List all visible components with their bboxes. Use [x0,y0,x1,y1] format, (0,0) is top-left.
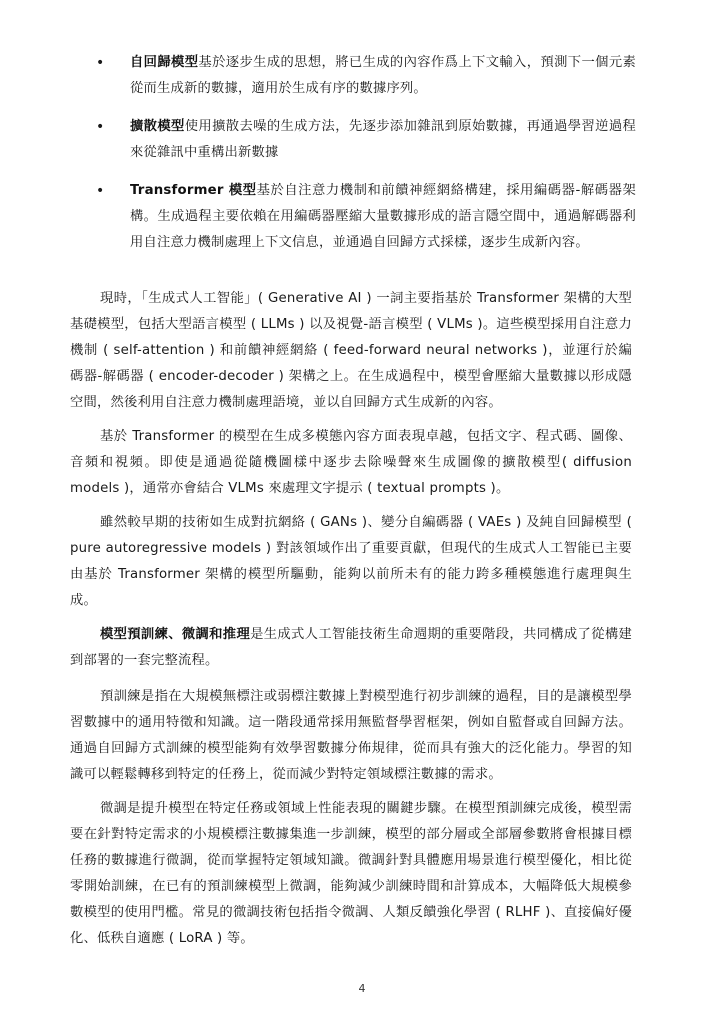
bullet-dot-icon: • [96,119,105,135]
paragraph-pretraining: 預訓練是指在大規模無標注或弱標注數據上對模型進行初步訓練的過程，目的是讓模型學習數據中的通用特徵和知識。這一階段通常採用無監督學習框架，例如自監督或自回歸方法。通過自回歸方式訓練的模型能夠有效學習數據分佈規律，從而具有強大的泛化能力。學習的知識可以輕鬆轉移到特定的任務上，從而減少對特定領域標注數據的需求。 [70,689,632,782]
bullet-text: 基於自注意力機制和前饋神經網絡構建，採用編碼器-解碼器架構。生成過程主要依賴在用編碼器壓縮大量數據形成的語言隱空間中，通過解碼器利用自注意力機制處理上下文信息，並通過自回歸方式採樣，逐步生成新內容。 [130,183,637,250]
lifecycle-term: 模型預訓練、微調和推理 [100,627,251,642]
lifecycle-text: 是生成式人工智能技術生命週期的重要階段，共同構成了從構建到部署的一套完整流程。 [70,627,632,668]
bullet-dot-icon: • [96,55,105,71]
page-number: 4 [358,982,366,995]
bullet-dot-icon: • [96,183,105,199]
bullet-term: 擴散模型 [130,119,185,134]
paragraph-finetuning: 微調是提升模型在特定任務或領域上性能表現的關鍵步驟。在模型預訓練完成後，模型需要在針對特定需求的小規模標注數據集進一步訓練，模型的部分層或全部層參數將會根據目標任務的數據進行微調，從而掌握特定領域知識。微調針對具體應用場景進行模型優化，相比從零開始訓練，在已有的預訓練模型上微調，能夠減少訓練時間和計算成本，大幅降低大規模參數模型的使用門檻。常見的微調技術包括指令微調、人類反饋強化學習 ( RLHF )、直接偏好優化、低秩自適應 ( LoRA ) 等。 [70,801,632,946]
bullet-term: 自回歸模型 [130,55,199,70]
paragraph-earlier-techniques: 雖然較早期的技術如生成對抗網絡 ( GANs )、變分自編碼器 ( VAEs ) 及純自回歸模型 ( pure autoregressive models ) 對該領域作出了重要貢獻，但現代的生成式人工智能已主要由基於 Transformer 架構的模型所驅動，能夠以前所未有的能力跨多種模態進行處理與生成。 [70,515,632,608]
paragraph-generative-ai: 現時，「生成式人工智能」( Generative AI ) 一詞主要指基於 Transformer 架構的大型基礎模型，包括大型語言模型 ( LLMs ) 以及視覺-語言模型 ( VLMs )。這些模型採用自注意力機制 ( self-attention ) 和前饋神經網絡 ( feed-forward neural networks )，並運行於編碼器-解碼器 ( encoder-decoder ) 架構之上。在生成過程中，模型會壓縮大量數據以形成隱空間，然後利用自注意力機制處理語境，並以自回歸方式生成新的內容。 [70,291,632,410]
paragraph-multimodal: 基於 Transformer 的模型在生成多模態內容方面表現卓越，包括文字、程式碼、圖像、音頻和視頻。即使是通過從隨機圖樣中逐步去除噪聲來生成圖像的擴散模型( diffusion models )，通常亦會結合 VLMs 來處理文字提示 ( textual prompts )。 [70,429,632,496]
bullet-autoregressive [96,50,636,102]
bullet-transformer [96,178,636,256]
bullet-text: 使用擴散去噪的生成方法，先逐步添加雜訊到原始數據，再通過學習逆過程來從雜訊中重構出新數據 [130,119,636,160]
paragraph-lifecycle [70,622,632,674]
bullet-text: 基於逐步生成的思想，將已生成的內容作爲上下文輸入，預測下一個元素從而生成新的數據，適用於生成有序的數據序列。 [130,55,636,96]
bullet-term: Transformer 模型 [130,183,257,198]
bullet-diffusion [96,114,636,166]
model-type-bullet-list [96,50,636,268]
